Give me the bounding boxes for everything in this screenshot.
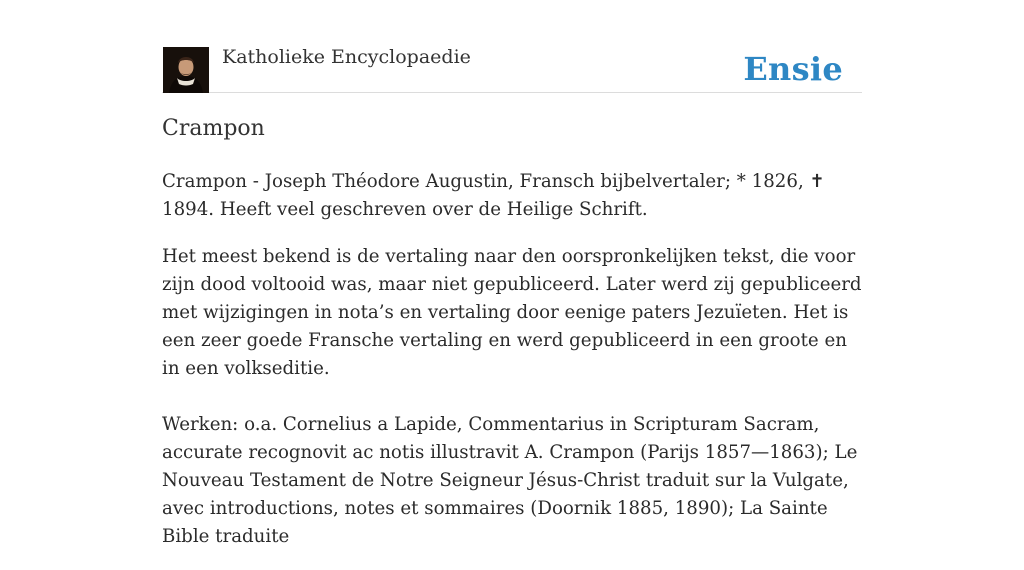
article-paragraph: Het meest bekend is de vertaling naar den oorspronkelijken tekst, die voor zijn dood voltooid was, maar niet gepubliceerd. Later werd zij gepubliceerd met wijzigingen in nota’s en vertaling door eenige paters Jezuïeten. Het is een zeer goede Fransche vertaling en werd gepubliceerd in een groote en in een volkseditie. Werken: o.a. Cornelius a Lapide, Commentarius in Scripturam Sacram, accurate recognovit ac notis illustravit A. Crampon (Parijs 1857—1863); Le Nouveau Testament de Notre Seigneur Jésus-Christ traduit sur la Vulgate, avec introductions, notes et sommaires (Doornik 1885, 1890); La Sainte Bible traduite — [162, 246, 862, 547]
source-title[interactable]: Katholieke Encyclopaedie — [222, 46, 471, 68]
ensie-logo[interactable]: Ensie — [743, 50, 843, 88]
article-body — [162, 168, 862, 570]
page-title: Crampon — [162, 116, 265, 141]
article-paragraph: Crampon - Joseph Théodore Augustin, Fransch bijbelvertaler; * 1826, ✝ 1894. Heeft veel geschreven over de Heilige Schrift. — [162, 171, 825, 220]
site-header — [162, 40, 862, 93]
portrait-avatar-icon[interactable] — [163, 47, 209, 93]
